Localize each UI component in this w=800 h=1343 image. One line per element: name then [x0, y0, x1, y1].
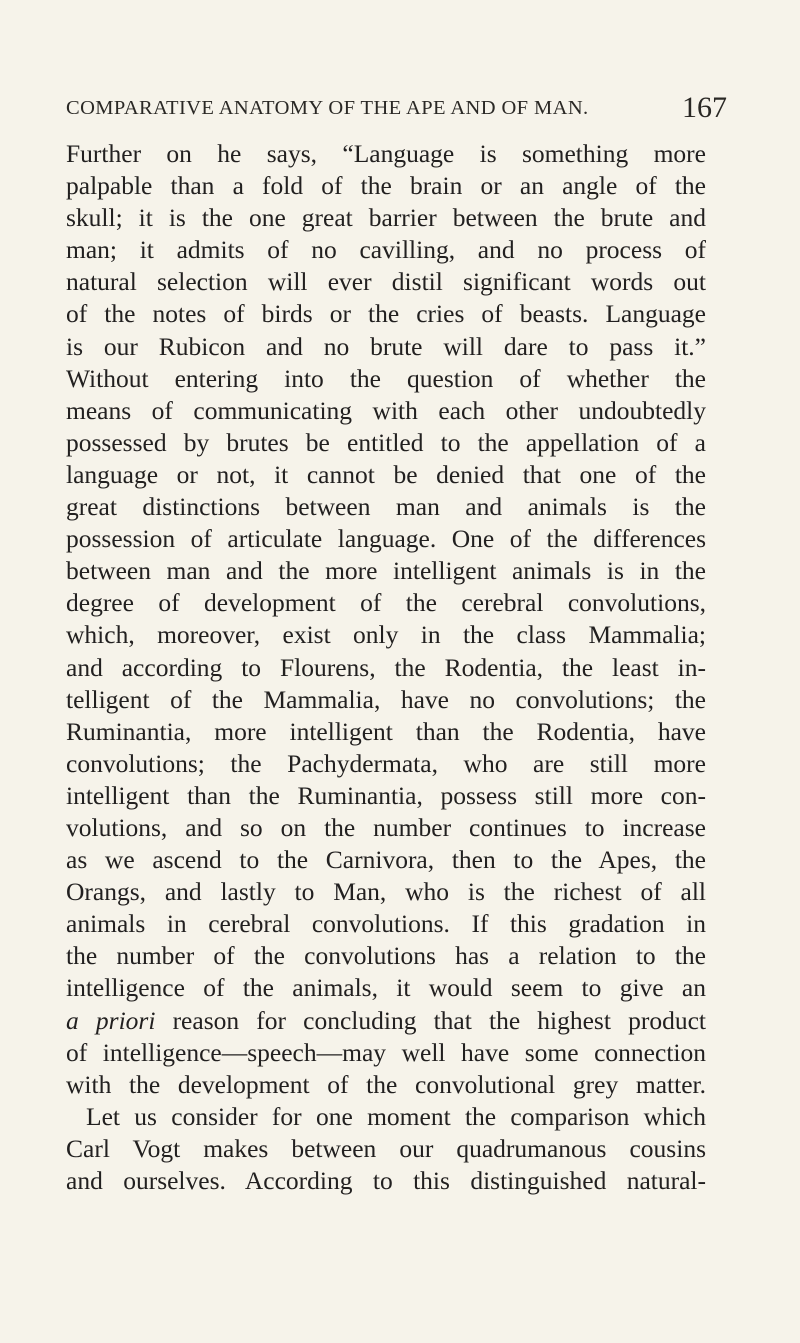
paragraph-start-line: Let us consider for one moment the comparison which: [86, 1101, 706, 1131]
text-line: possession of articulate language. One of the differences: [66, 524, 706, 554]
text-line: as we ascend to the Carnivora, then to the Apes, the: [66, 845, 706, 875]
text-line: intelligence of the animals, it would seem to give an: [66, 973, 706, 1003]
italic-phrase: a priori: [66, 1005, 156, 1035]
text-line: of intelligence—speech—may well have some connection: [66, 1037, 706, 1067]
text-line: skull; it is the one great barrier between the brute and: [66, 203, 706, 233]
running-head: [66, 93, 766, 125]
text-line: between man and the more intelligent animals is in the: [66, 556, 706, 586]
text-line: natural selection will ever distil significant words out: [66, 267, 706, 297]
text-line: the number of the convolutions has a relation to the: [66, 941, 706, 971]
text-line: with the development of the convolutional grey matter.: [66, 1069, 706, 1099]
text-line: palpable than a fold of the brain or an angle of the: [66, 171, 706, 201]
text-line: and according to Flourens, the Rodentia, the least in-: [66, 652, 706, 682]
text-line: man; it admits of no cavilling, and no process of: [66, 235, 706, 265]
text-line: and ourselves. According to this distinguished natural-: [66, 1166, 706, 1195]
text-line: which, moreover, exist only in the class Mammalia;: [66, 620, 706, 650]
text-line: Further on he says, “Language is something more: [66, 139, 706, 168]
text-fragment: reason for concluding that the highest product: [155, 1005, 706, 1035]
text-line: Orangs, and lastly to Man, who is the richest of all: [66, 877, 706, 907]
text-line: Carl Vogt makes between our quadrumanous cousins: [66, 1133, 706, 1163]
body-text: [66, 138, 706, 1197]
text-line: means of communicating with each other undoubtedly: [66, 395, 706, 425]
text-line: volutions, and so on the number continues to increase: [66, 812, 706, 842]
text-line: Ruminantia, more intelligent than the Rodentia, have: [66, 716, 706, 746]
text-line: is our Rubicon and no brute will dare to pass it.”: [66, 331, 706, 361]
text-line: intelligent than the Ruminantia, possess still more con-: [66, 780, 706, 810]
page-number: 167: [682, 91, 727, 124]
text-line: possessed by brutes be entitled to the appellation of a: [66, 427, 706, 457]
text-line: language or not, it cannot be denied that one of the: [66, 459, 706, 489]
text-line: telligent of the Mammalia, have no convolutions; the: [66, 684, 706, 714]
text-line: Without entering into the question of whether the: [66, 363, 706, 393]
text-line: convolutions; the Pachydermata, who are still more: [66, 748, 706, 778]
running-title: COMPARATIVE ANATOMY OF THE APE AND OF MAN.: [66, 97, 589, 119]
text-line: degree of development of the cerebral convolutions,: [66, 588, 706, 618]
text-line: great distinctions between man and animals is the: [66, 492, 706, 522]
text-line-with-italic: [66, 1005, 706, 1037]
text-line: of the notes of birds or the cries of beasts. Language: [66, 299, 706, 329]
text-line: animals in cerebral convolutions. If this gradation in: [66, 909, 706, 939]
